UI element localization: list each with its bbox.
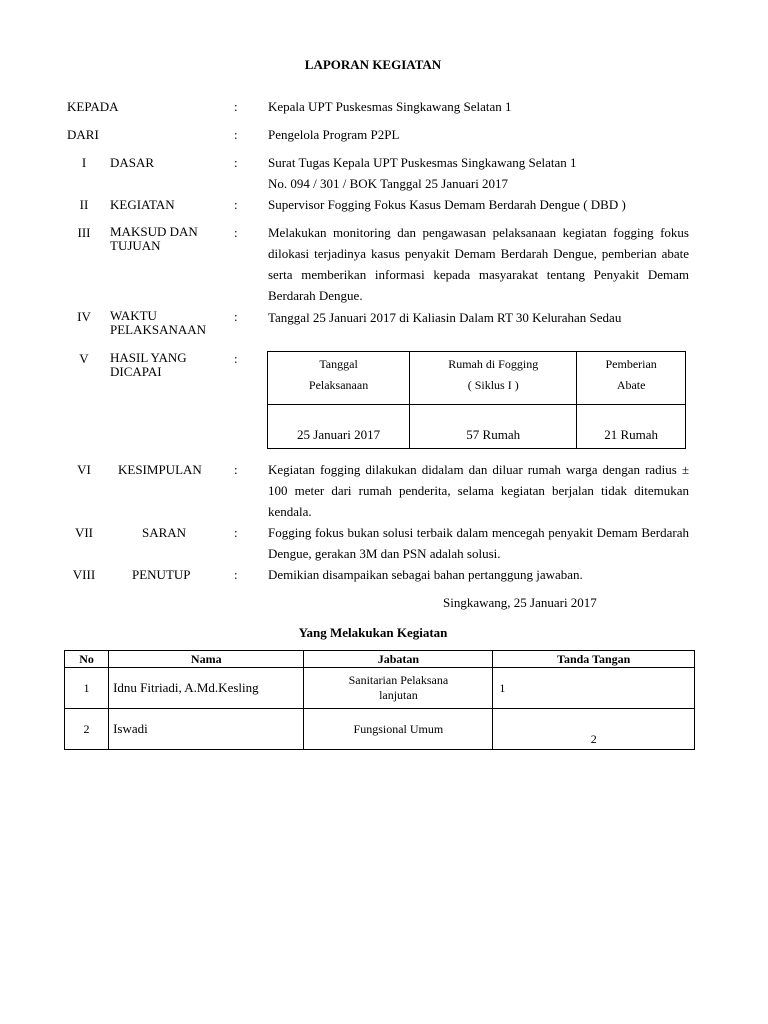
section-number: VIII — [72, 567, 96, 582]
column-header-nama: Nama — [109, 651, 304, 668]
dasar-label: DASAR — [110, 155, 155, 170]
column-header-tanda-tangan: Tanda Tangan — [493, 651, 695, 668]
maksud-label-line2: TUJUAN — [110, 238, 161, 253]
kesimpulan-colon: : — [234, 462, 238, 477]
maksud-label-line1: MAKSUD DAN — [110, 224, 198, 239]
hasil-value-cell: 25 Januari 2017 — [268, 405, 410, 449]
row-jabatan — [304, 668, 493, 709]
hasil-table-header-row — [268, 352, 686, 405]
kegiatan-value: Supervisor Fogging Fokus Kasus Demam Berdarah Dengue ( DBD ) — [268, 197, 626, 212]
dari-value: Pengelola Program P2PL — [268, 127, 400, 142]
row-nama: Idnu Fitriadi, A.Md.Kesling — [109, 668, 304, 709]
hasil-table — [267, 351, 686, 449]
hasil-colon: : — [234, 351, 238, 366]
pelaksana-title: Yang Melakukan Kegiatan — [298, 625, 448, 640]
waktu-label-line1: WAKTU — [110, 308, 157, 323]
waktu-colon: : — [234, 309, 238, 324]
signature-number: 1 — [499, 680, 506, 695]
kepada-value: Kepala UPT Puskesmas Singkawang Selatan 1 — [268, 99, 512, 114]
place-date: Singkawang, 25 Januari 2017 — [443, 595, 597, 610]
document-title: LAPORAN KEGIATAN — [304, 57, 442, 72]
maksud-value: Melakukan monitoring dan pengawasan pelaksanaan kegiatan fogging fokus dilokasi terjadinya kasus penyakit Demam Berdarah Dengue, pemberian abate serta memberikan informasi kepada masyarakat tentang Penyakit Demam Berdarah Dengue. — [268, 225, 689, 303]
section-number: VII — [74, 525, 94, 540]
row-no: 1 — [65, 668, 109, 709]
maksud-colon: : — [234, 225, 238, 240]
saran-value: Fogging fokus bukan solusi terbaik dalam mencegah penyakit Demam Berdarah Dengue, gerakan 3M dan PSN adalah solusi. — [268, 525, 689, 561]
hasil-table-value-row — [268, 405, 686, 449]
section-number: IV — [77, 309, 91, 324]
row-jabatan: Fungsional Umum — [304, 709, 493, 750]
table-row — [65, 709, 695, 750]
dasar-colon: : — [234, 155, 238, 170]
saran-label: SARAN — [142, 525, 187, 540]
kepada-label: KEPADA — [67, 99, 119, 114]
hasil-header-cell — [577, 352, 686, 405]
row-signature — [493, 668, 695, 709]
dasar-line2: No. 094 / 301 / BOK Tanggal 25 Januari 2017 — [268, 176, 509, 191]
hasil-header-cell — [268, 352, 410, 405]
dasar-line1: Surat Tugas Kepala UPT Puskesmas Singkawang Selatan 1 — [268, 155, 577, 170]
row-nama: Iswadi — [109, 709, 304, 750]
hasil-header-line: ( Siklus I ) — [467, 378, 519, 392]
row-jabatan-line: Sanitarian Pelaksana — [348, 673, 449, 687]
section-number: I — [81, 155, 87, 170]
table-row — [65, 668, 695, 709]
saran-colon: : — [234, 525, 238, 540]
hasil-value-cell: 21 Rumah — [577, 405, 686, 449]
section-number: II — [79, 197, 89, 212]
waktu-value: Tanggal 25 Januari 2017 di Kaliasin Dalam RT 30 Kelurahan Sedau — [268, 310, 622, 325]
hasil-header-cell — [410, 352, 577, 405]
penutup-label: PENUTUP — [132, 567, 191, 582]
penutup-colon: : — [234, 567, 238, 582]
kegiatan-colon: : — [234, 197, 238, 212]
hasil-header-line: Rumah di Fogging — [448, 357, 539, 371]
row-jabatan-line: lanjutan — [379, 688, 418, 702]
section-number: III — [77, 225, 91, 240]
kepada-colon: : — [234, 99, 238, 114]
kegiatan-label: KEGIATAN — [110, 197, 175, 212]
kesimpulan-label: KESIMPULAN — [118, 462, 202, 477]
row-signature — [493, 709, 695, 750]
pelaksana-table — [64, 650, 695, 750]
section-number: V — [79, 351, 89, 366]
dari-label: DARI — [67, 127, 99, 142]
dari-colon: : — [234, 127, 238, 142]
row-no: 2 — [65, 709, 109, 750]
hasil-label-line1: HASIL YANG — [110, 350, 187, 365]
hasil-header-line: Pemberian — [605, 357, 657, 371]
kesimpulan-value: Kegiatan fogging dilakukan didalam dan diluar rumah warga dengan radius ± 100 meter dari rumah penderita, selama kegiatan berjalan tidak ditemukan kendala. — [268, 462, 689, 519]
hasil-label-line2: DICAPAI — [110, 364, 162, 379]
waktu-label-line2: PELAKSANAAN — [110, 322, 207, 337]
hasil-header-line: Abate — [616, 378, 646, 392]
signature-number: 2 — [590, 732, 597, 746]
section-number: VI — [77, 462, 91, 477]
hasil-header-line: Tanggal — [319, 357, 358, 371]
pelaksana-header-row — [65, 651, 695, 668]
column-header-no: No — [65, 651, 109, 668]
hasil-header-line: Pelaksanaan — [308, 378, 369, 392]
column-header-jabatan: Jabatan — [304, 651, 493, 668]
hasil-value-cell: 57 Rumah — [410, 405, 577, 449]
penutup-value: Demikian disampaikan sebagai bahan pertanggung jawaban. — [268, 567, 583, 582]
